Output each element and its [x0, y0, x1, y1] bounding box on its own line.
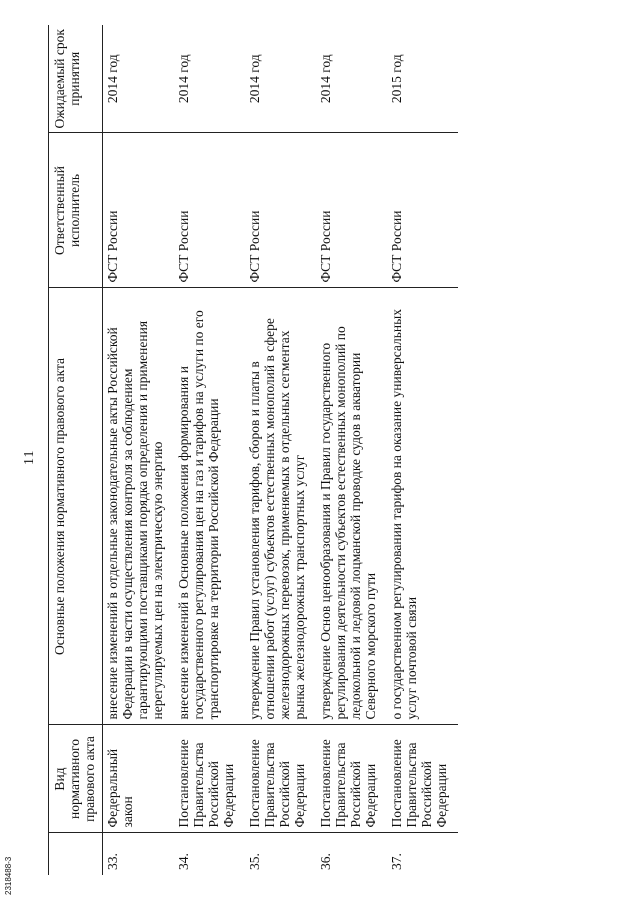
row-act-type: Федеральный закон — [102, 725, 174, 833]
row-number: 37. — [388, 853, 404, 870]
header-deadline: Ожидаемый срок принятия — [49, 25, 103, 133]
row-act-type: Постановление Правительства Российской Федерации — [245, 725, 316, 833]
row-deadline: 2015 год — [387, 25, 458, 133]
row-act-type: Постановление Правительства Российской Федерации — [174, 725, 245, 833]
normative-acts-table — [48, 25, 458, 875]
table-header-row — [49, 25, 103, 875]
row-executor: ФСТ России — [174, 133, 245, 288]
row-deadline: 2014 год — [316, 25, 387, 133]
header-content: Основные положения нормативного правового акта — [49, 288, 103, 725]
header-executor: Ответственный исполнитель — [49, 133, 103, 288]
table-row — [174, 25, 245, 875]
row-deadline: 2014 год — [174, 25, 245, 133]
row-act-type: Постановление Правительства Российской Федерации — [316, 725, 387, 833]
row-content: утверждение Основ ценообразования и Правил государственного регулирования деятельности субъектов естественных монополий по ледокольной и ледовой лоцманской проводке судов в акватории Северного морского пути — [316, 288, 387, 725]
row-number: 35. — [246, 853, 262, 870]
row-number: 36. — [317, 853, 333, 870]
row-content: о государственном регулировании тарифов на оказание универсальных услуг почтовой связи — [387, 288, 458, 725]
document-id: 2318488-3 — [4, 856, 13, 895]
row-content: утверждение Правил установления тарифов, сборов и платы в отношении работ (услуг) субъектов естественных монополий в сфере железнодорожных перевозок, применяемых в отдельных сегментах рынка железнодорожных транспортных услуг — [245, 288, 316, 725]
header-number — [49, 833, 103, 875]
row-executor: ФСТ России — [316, 133, 387, 288]
row-executor: ФСТ России — [102, 133, 174, 288]
row-executor: ФСТ России — [245, 133, 316, 288]
header-act-type: Вид нормативного правового акта — [49, 725, 103, 833]
table-row — [387, 25, 458, 875]
row-deadline: 2014 год — [245, 25, 316, 133]
row-deadline: 2014 год — [102, 25, 174, 133]
row-number: 34. — [175, 853, 191, 870]
table-row — [245, 25, 316, 875]
row-content: внесение изменений в отдельные законодательные акты Российской Федерации в части осуществления контроля за соблюдением гарантирующими поставщиками порядка определения и применения нерегулируемых цен на электрическую энергию — [102, 288, 174, 725]
row-number: 33. — [104, 853, 120, 870]
table-row — [102, 25, 174, 875]
row-executor: ФСТ России — [387, 133, 458, 288]
row-content: внесение изменений в Основные положения формирования и государственного регулирования цен на газ и тарифов на услуги по его транспортировке на территории Российской Федерации — [174, 288, 245, 725]
row-act-type: Постановление Правительства Российской Федерации — [387, 725, 458, 833]
table-row — [316, 25, 387, 875]
page-number: 11 — [22, 449, 37, 465]
